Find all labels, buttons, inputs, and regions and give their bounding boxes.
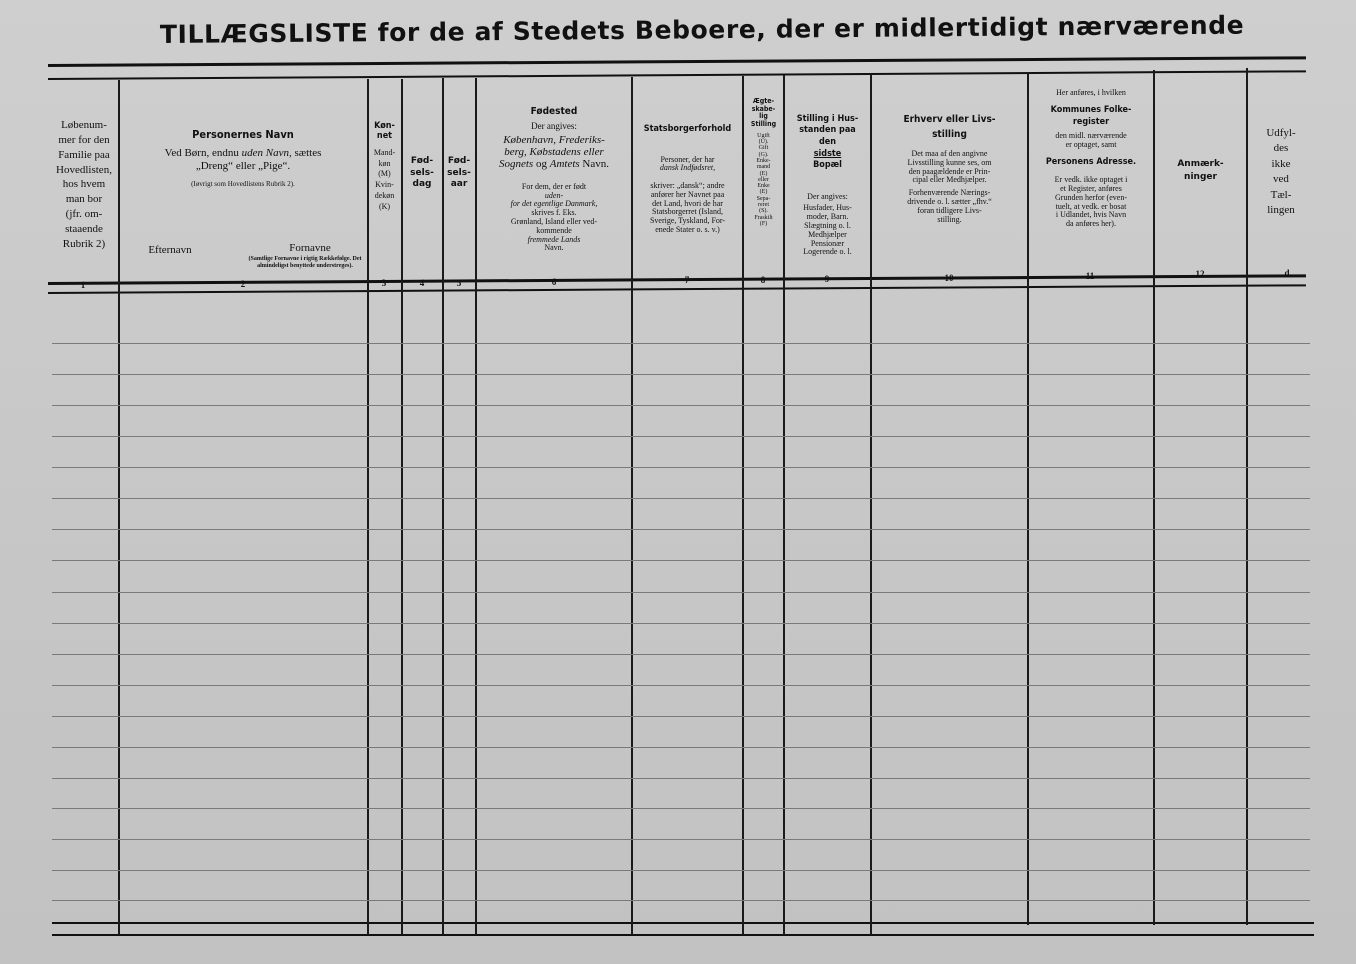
col-8-header [744, 98, 783, 227]
col-6-p2-end: Navn. [544, 243, 564, 253]
col-10-p1: Det maa af den angivne Livsstilling kunne ses, om den paagældende er Prin- cipal eller Medhjælper. [907, 149, 992, 185]
top-rule-thin [48, 70, 1306, 79]
col-7-p1-post: skriver: „dansk“; andre anfører her Navnet paa det Land, hvori de har Statsborgerret (Island, Sverige, Tyskland, For- enede Stater o. s. v.) [649, 180, 726, 234]
col-4-number: 4 [419, 278, 425, 288]
col-6-og: og [535, 157, 547, 170]
col-2-efternavn: Efternavn [148, 244, 192, 256]
entry-line [52, 870, 1310, 871]
col-9-sub: Der angives: [807, 191, 848, 201]
col-3-header [368, 122, 401, 213]
entry-line [52, 374, 1310, 375]
col-10-p2: Forhenværende Nærings- drivende o. l. sætter „fhv.“ foran tidligere Livs- stilling. [907, 188, 992, 224]
col-divider [118, 80, 120, 935]
col-8-text: Ugift (U). Gift (G). Enke- mand (E) eller Enke (E) Sepa- reret (S). Fraskilt (F) [754, 132, 773, 227]
col-3-heading: Køn- net [374, 121, 395, 141]
col-2-line2: „Dreng“ eller „Pige“. [195, 160, 291, 173]
col-6-line-mix [477, 158, 631, 170]
col-9-header [785, 102, 870, 257]
col-13-number: d [1284, 268, 1290, 278]
col-5-number: 5 [456, 278, 462, 288]
bottom-rule [52, 922, 1314, 924]
col-2-line1-italic: uden Navn, [241, 147, 292, 160]
entry-line [52, 560, 1310, 561]
col-2-number: 2 [240, 279, 246, 289]
entry-line [52, 747, 1310, 748]
entry-line [52, 808, 1310, 809]
entry-line [52, 778, 1310, 779]
form-title: TILLÆGSLISTE for de af Stedets Beboere, der er midlertidigt nærværende [159, 10, 1245, 49]
col-11-number: 11 [1085, 271, 1095, 281]
bottom-rule-2 [52, 934, 1314, 936]
col-9-heading-sidste: sidste [813, 148, 842, 159]
col-divider [401, 79, 403, 935]
col-6-amtets: Amtets [549, 157, 580, 170]
col-9-number: 9 [824, 274, 830, 284]
col-7-para [633, 147, 742, 235]
col-9-heading [785, 102, 870, 184]
col-6-p2-italic2: fremmede Lands [527, 234, 581, 244]
col-6-p2-post: skrives f. Eks. Grønland, Island eller ved- kommende [510, 208, 598, 235]
entry-line [52, 716, 1310, 717]
col-13-header: Udfyl- des ikke ved Tæl- lingen [1266, 127, 1296, 216]
entry-line [52, 405, 1310, 406]
col-1-header: Løbenum- mer for den Familie paa Hovedlisten, hos hvem man bor (jfr. om- staaende Rubrik 2) [56, 119, 112, 250]
entry-line [52, 900, 1310, 901]
col-4-header: Fød- sels- dag [410, 156, 434, 190]
col-11-sub: den midl. nærværende er optaget, samt [1055, 130, 1127, 149]
col-divider [1246, 68, 1248, 925]
col-3-text: Mand- køn (M) Kvin- dekøn (K) [373, 147, 396, 211]
col-6-sub: Der angives: [531, 121, 577, 131]
col-10-header [872, 112, 1027, 224]
col-2-fornavne: Fornavne [289, 242, 331, 254]
col-7-p1-italic: dansk Indfødsret, [659, 163, 716, 173]
col-9-heading-bopael: Bopæl [813, 160, 842, 171]
col-7-heading: Statsborgerforhold [643, 124, 732, 134]
col-11-top: Her anføres, i hvilken [1056, 88, 1126, 97]
col-1-number: 1 [80, 280, 86, 290]
entry-line [52, 623, 1310, 624]
col-6-number: 6 [551, 277, 557, 287]
entry-line [52, 498, 1310, 499]
col-6-p2-italic: uden- for det egentlige Danmark, [510, 190, 598, 209]
col-9-heading-main: Stilling i Hus- standen paa den [796, 113, 859, 148]
entry-line [52, 343, 1310, 344]
col-divider [442, 78, 444, 935]
col-2-line1 [120, 147, 366, 160]
col-7-header [633, 124, 742, 235]
col-7-number: 7 [684, 275, 690, 285]
col-12-header: Anmærk- ninger [1177, 159, 1224, 182]
col-2-note: (Iøvrigt som Hovedlistens Rubrik 2). [191, 179, 295, 188]
col-2-heading: Personernes Navn [192, 128, 294, 141]
col-2-header [120, 128, 366, 188]
entry-line [52, 685, 1310, 686]
col-6-heading: Fødested [530, 106, 578, 117]
entry-line [52, 654, 1310, 655]
col-8-heading: Ægte- skabe- lig Stilling [750, 97, 777, 129]
col-2-line1-pre: Ved Børn, endnu [164, 147, 239, 160]
col-12-number: 12 [1195, 269, 1205, 279]
col-10-number: 10 [944, 273, 954, 283]
entry-line [52, 436, 1310, 437]
col-6-para2 [477, 174, 631, 253]
col-11-p2: Er vedk. ikke optaget i et Register, anføres Grunden herfor (even- tuelt, at vedk. er bosat i Udlandet, hvis Navn da anføres her). [1054, 175, 1128, 229]
col-2-fornavne-note: (Samtlige Fornavne i rigtig Rækkefølge. Det almindeligst benyttede understreges). [248, 256, 362, 269]
col-10-heading: Erhverv eller Livs- stilling [903, 114, 996, 140]
col-7-p1: Personer, der har [660, 154, 715, 164]
entry-line [52, 592, 1310, 593]
col-6-sognets: Sognets [498, 157, 534, 170]
col-11-header [1029, 88, 1153, 229]
col-6-header [477, 106, 631, 253]
col-11-heading2: Personens Adresse. [1045, 157, 1137, 168]
col-6-navn: Navn. [582, 157, 609, 170]
col-6-line-italic: København, Frederiks- berg, Købstadens eller [503, 133, 605, 158]
col-6-p2-pre: For dem, der er født [521, 181, 587, 191]
col-5-header: Fød- sels- aar [447, 156, 471, 190]
col-9-text: Husfader, Hus- moder, Barn. Slægtning o. l. Medhjælper Pensionær Logerende o. l. [803, 203, 852, 257]
entry-line [52, 839, 1310, 840]
col-2-line1-post: sættes [294, 147, 322, 160]
col-8-number: 8 [760, 275, 766, 285]
entry-line [52, 529, 1310, 530]
entry-line [52, 467, 1310, 468]
col-3-number: 3 [381, 278, 387, 288]
col-11-heading: Kommunes Folke- register [1050, 104, 1132, 127]
